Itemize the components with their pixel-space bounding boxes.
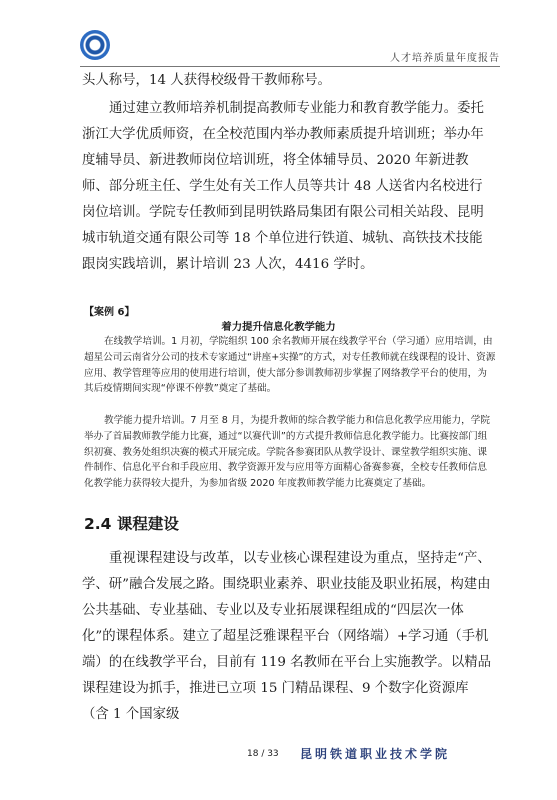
case-paragraph-1: 在线教学培训。1 月初，学院组织 100 余名教师开展在线教学平台（学习通）应用培训，由超星公司云南省分公司的技术专家通过“讲座+实操”的方式，对专任教师就在线课程的设计、资源应用、教学管理等应用的使用进行培训，使大部分参训教师初步掌握了网络教学平台的使用，为其后疫情期间实现“停课不停教”奠定了基础。 xyxy=(84,336,496,395)
section-paragraph: 重视课程建设与改革，以专业核心课程建设为重点，坚持走“产、学、研”融合发展之路。围绕职业素养、职业技能及职业拓展，构建由公共基础、专业基础、专业以及专业拓展课程组成的“四层次一体化”的课程体系。建立了超星泛雅课程平台（网络端）+学习通（手机端）的在线教学平台，目前有 119 名教师在平台上实施教学。以精品课程建设为抓手，推进已立项 15 门精品课程、9 个数字化资源库（含 1 个国家级 xyxy=(82,551,492,722)
page-header xyxy=(80,30,500,66)
header-title: 人才培养质量年度报告 xyxy=(390,53,500,64)
paragraph-2: 通过建立教师培养机制提高教师专业能力和教育教学能力。委托浙江大学优质师资，在全校范围内举办教师素质提升培训班；举办年度辅导员、新进教师岗位培训班，将全体辅导员、2020 年新进教师、部分班主任、学生处有关工作人员等共计 48 人送省内名校进行岗位培训。学院专任教师到昆明铁路局集团有限公司相关站段、昆明城市轨道交通有限公司等 18 个单位进行铁道、城轨、高铁技术技能跟岗实践培训，累计培训 23 人次，4416 学时。 xyxy=(82,101,484,272)
section-heading: 2.4 课程建设 xyxy=(84,515,179,533)
case-paragraph-2: 教学能力提升培训。7 月至 8 月，为提升教师的综合教学能力和信息化教学应用能力，学院举办了首届教师教学能力比赛，通过“以赛代训”的方式提升教师信息化教学能力。比赛按部门组织初赛、教务处组织决赛的模式开展完成。学院各参赛团队从教学设计、课堂教学组织实施、课件制作、信息化平台和手段应用、教学资源开发与应用等方面精心备赛参赛，全校专任教师信息化教学能力获得较大提升，为参加省级 2020 年度教师教学能力比赛奠定了基础。 xyxy=(84,415,490,490)
school-name: 昆明铁道职业技术学院 xyxy=(300,747,451,761)
page-number: 18 / 33 xyxy=(247,749,279,759)
school-logo-icon xyxy=(80,30,110,60)
case-title: 着力提升信息化教学能力 xyxy=(221,321,336,333)
header-divider xyxy=(80,66,500,67)
paragraph-1: 头人称号，14 人获得校级骨干教师称号。 xyxy=(82,73,331,88)
case-label: 【案例 6】 xyxy=(84,307,135,318)
